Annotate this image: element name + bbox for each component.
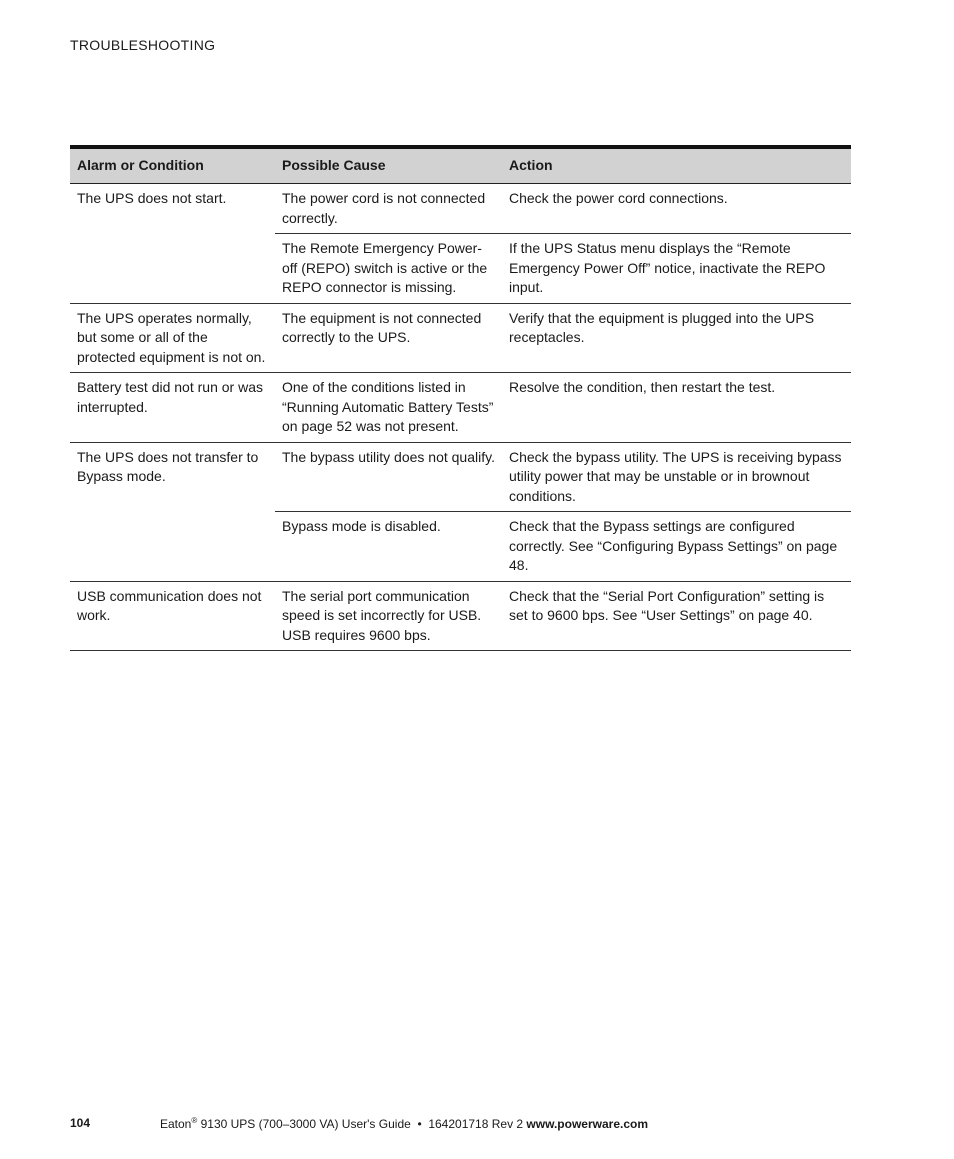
troubleshooting-table	[70, 145, 851, 651]
registered-mark: ®	[191, 1116, 198, 1125]
table-row	[70, 184, 851, 234]
troubleshooting-table-container	[70, 145, 851, 651]
document-title: 9130 UPS (700–3000 VA) User's Guide • 164201718 Rev 2	[197, 1117, 527, 1131]
action-cell: Check that the Bypass settings are configured correctly. See “Configuring Bypass Settings” on page 48.	[502, 512, 851, 582]
table-body	[70, 184, 851, 651]
table-row	[70, 234, 851, 304]
cause-cell: The serial port communication speed is set incorrectly for USB. USB requires 9600 bps.	[275, 581, 502, 651]
header-row	[70, 147, 851, 184]
brand-name: Eaton	[160, 1117, 192, 1131]
action-cell: Check that the “Serial Port Configuration” setting is set to 9600 bps. See “User Settings” on page 40.	[502, 581, 851, 651]
cause-cell: The bypass utility does not qualify.	[275, 442, 502, 512]
cause-cell: One of the conditions listed in “Running Automatic Battery Tests” on page 52 was not present.	[275, 373, 502, 443]
cause-cell: The Remote Emergency Power-off (REPO) switch is active or the REPO connector is missing.	[275, 234, 502, 304]
condition-cell	[70, 512, 275, 582]
document-info	[160, 1116, 648, 1131]
table-row	[70, 581, 851, 651]
condition-cell: USB communication does not work.	[70, 581, 275, 651]
column-header-cause: Possible Cause	[275, 147, 502, 184]
website-link[interactable]: www.powerware.com	[526, 1117, 648, 1131]
column-header-condition: Alarm or Condition	[70, 147, 275, 184]
column-header-action: Action	[502, 147, 851, 184]
action-cell: Verify that the equipment is plugged into the UPS receptacles.	[502, 303, 851, 373]
cause-cell: The power cord is not connected correctly.	[275, 184, 502, 234]
table-row	[70, 512, 851, 582]
action-cell: Check the power cord connections.	[502, 184, 851, 234]
action-cell: If the UPS Status menu displays the “Remote Emergency Power Off” notice, inactivate the REPO input.	[502, 234, 851, 304]
table-row	[70, 303, 851, 373]
condition-cell: The UPS operates normally, but some or all of the protected equipment is not on.	[70, 303, 275, 373]
condition-cell	[70, 234, 275, 304]
condition-cell: The UPS does not transfer to Bypass mode.	[77, 448, 259, 484]
section-header: TROUBLESHOOTING	[70, 37, 216, 53]
cause-cell: The equipment is not connected correctly to the UPS.	[275, 303, 502, 373]
table-header	[70, 147, 851, 184]
condition-cell: The UPS does not start.	[77, 190, 227, 206]
cause-cell: Bypass mode is disabled.	[275, 512, 502, 582]
condition-cell: Battery test did not run or was interrupted.	[70, 373, 275, 443]
action-cell: Check the bypass utility. The UPS is receiving bypass utility power that may be unstable or in brownout conditions.	[502, 442, 851, 512]
action-cell: Resolve the condition, then restart the test.	[502, 373, 851, 443]
page-number: 104	[70, 1116, 91, 1130]
table-row	[70, 373, 851, 443]
table-row	[70, 442, 851, 512]
